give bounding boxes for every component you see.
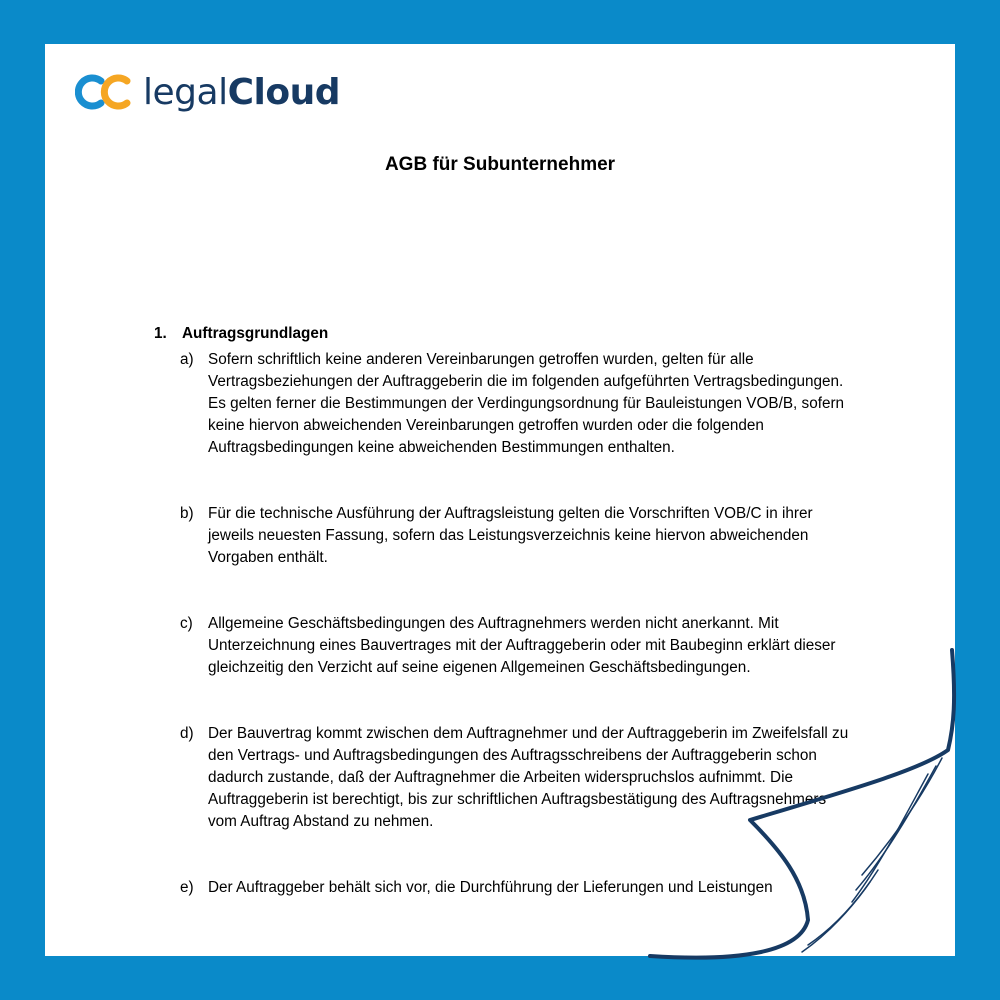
clause-e — [180, 877, 854, 899]
brand-wordmark — [143, 72, 340, 113]
section-title: Auftragsgrundlagen — [182, 325, 329, 342]
section-heading — [154, 323, 854, 345]
clause-text: Der Bauvertrag kommt zwischen dem Auftragnehmer und der Auftraggeberin im Zweifelsfall zu den Vertrags- und Auftragsbedingungen des Auftragsschreibens der Auftraggeberin schon dadurch zustande, daß der Auftragnehmer die Arbeiten widerspruchslos aufnimmt. Die Auftraggeberin ist berechtigt, bis zur schriftlichen Auftragsbestätigung des Auftragsnehmers vom Auftrag Abstand zu nehmen. — [208, 725, 849, 830]
section-number: 1. — [154, 325, 167, 342]
clause-text: Der Auftraggeber behält sich vor, die Durchführung der Lieferungen und Leistungen — [208, 879, 773, 896]
clause-label: c) — [180, 615, 193, 632]
clause-text: Für die technische Ausführung der Auftragsleistung gelten die Vorschriften VOB/C in ihrer jeweils neuesten Fassung, sofern das Leistungsverzeichnis keine hiervon abweichenden Vorgaben enthält. — [208, 505, 813, 566]
clause-label: d) — [180, 725, 194, 742]
clause-text: Allgemeine Geschäftsbedingungen des Auftragnehmers werden nicht anerkannt. Mit Unterzeichnung eines Bauvertrages mit der Auftraggeberin oder mit Baubeginn erklärt dieser gleichzeitig den Verzicht auf seine eigenen Allgemeinen Geschäftsbedingungen. — [208, 615, 836, 676]
document-title: AGB für Subunternehmer — [384, 154, 616, 175]
clause-d — [180, 723, 854, 833]
brand-name-light: legal — [143, 71, 228, 113]
clause-label: b) — [180, 505, 194, 522]
clause-label: a) — [180, 351, 194, 368]
clause-a — [180, 349, 854, 459]
clause-b — [180, 503, 854, 569]
clause-list — [154, 349, 854, 899]
clause-label: e) — [180, 879, 194, 896]
section-1 — [154, 323, 854, 943]
document-page — [45, 44, 955, 956]
oc-logo-mark-icon — [75, 72, 133, 112]
clause-text: Sofern schriftlich keine anderen Vereinbarungen getroffen wurden, gelten für alle Vertragsbeziehungen der Auftraggeberin die im folgenden aufgeführten Vertragsbedingungen. Es gelten ferner die Bestimmungen der Verdingungsordnung für Bauleistungen VOB/B, sofern keine hiervon abweichenden Vereinbarungen getroffen wurden oder die folgenden Auftragsbedingungen keine abweichenden Bestimmungen enthalten. — [208, 351, 845, 456]
legalcloud-logo — [75, 68, 340, 116]
clause-c — [180, 613, 854, 679]
brand-name-bold: Cloud — [227, 71, 340, 113]
